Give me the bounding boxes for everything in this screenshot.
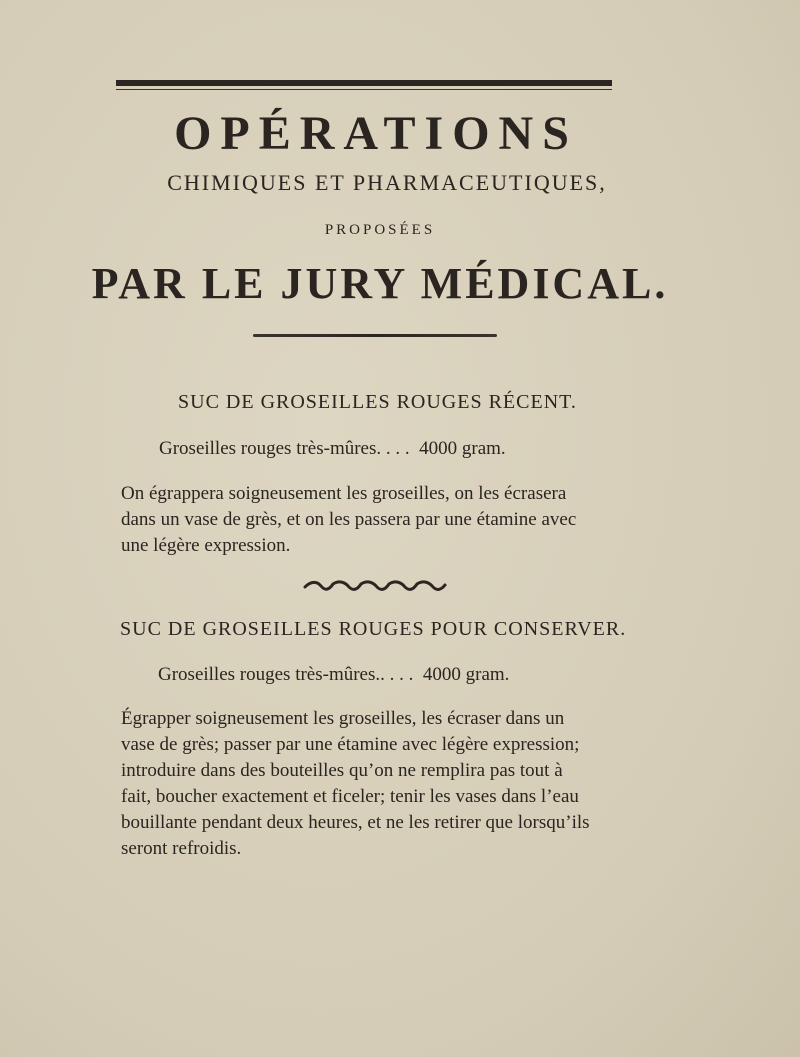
instructions-fresh-juice (121, 481, 621, 559)
paragraph-line: une légère expression. (121, 535, 291, 556)
document-title: OPÉRATIONS (174, 107, 578, 160)
paragraph-line: On égrappera soigneusement les groseilles, on les écrasera (121, 483, 567, 504)
authority-title: PAR LE JURY MÉDICAL. (91, 259, 669, 308)
top-thick-rule (116, 80, 612, 86)
document-subtitle: CHIMIQUES ET PHARMACEUTIQUES, (167, 170, 607, 195)
paragraph-line: Égrapper soigneusement les groseilles, les écraser dans un (121, 708, 565, 729)
paragraph-line: bouillante pendant deux heures, et ne les retirer que lorsqu’ils (121, 812, 590, 833)
paragraph-line: introduire dans des bouteilles qu’on ne remplira pas tout à (121, 760, 563, 781)
paragraph-line: dans un vase de grès, et on les passera par une étamine avec (121, 509, 577, 530)
paragraph-line: fait, boucher exactement et ficeler; tenir les vases dans l’eau (121, 786, 579, 807)
instructions-preserved-juice (121, 706, 621, 862)
wave-flourish-ornament (303, 578, 447, 594)
ingredient-line-preserved-juice: Groseilles rouges très-mûres.. . . . 4000 gram. (158, 664, 510, 685)
top-thin-rule (116, 89, 612, 90)
paragraph-line: vase de grès; passer par une étamine avec légère expression; (121, 734, 580, 755)
section-heading-fresh-juice: SUC DE GROSEILLES ROUGES RÉCENT. (178, 391, 577, 413)
paragraph-line: seront refroidis. (121, 838, 242, 859)
ingredient-line-fresh-juice: Groseilles rouges très-mûres. . . . 4000 gram. (159, 438, 506, 459)
section-heading-preserved-juice: SUC DE GROSEILLES ROUGES POUR CONSERVER. (120, 618, 627, 640)
middle-rule (253, 334, 497, 337)
proposed-label: PROPOSÉES (324, 222, 436, 238)
